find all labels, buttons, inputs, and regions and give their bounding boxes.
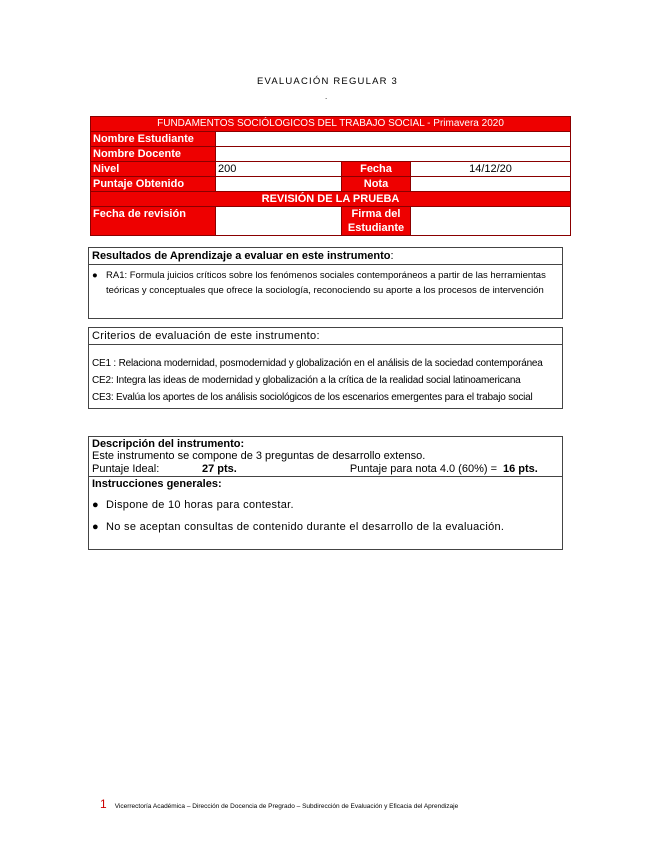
description-heading: Descripción del instrumento: <box>92 438 245 450</box>
bullet-icon: ● <box>92 270 98 281</box>
review-date-field[interactable] <box>216 207 342 236</box>
bullet-icon: ● <box>92 499 99 511</box>
instructions-heading: Instrucciones generales: <box>92 478 222 490</box>
pass-score-label: Puntaje para nota 4.0 (60%) = <box>349 463 497 475</box>
learning-outcomes-title: Resultados de Aprendizaje a evaluar en este instrumento <box>92 250 391 262</box>
list-item <box>89 520 562 534</box>
date-label: Fecha <box>342 162 411 177</box>
teacher-name-label: Nombre Docente <box>91 147 216 162</box>
date-value: 14/12/20 <box>411 162 571 177</box>
ideal-score-label: Puntaje Ideal: <box>92 463 160 475</box>
bullet-icon: ● <box>92 521 99 533</box>
list-item <box>89 265 562 298</box>
teacher-name-field[interactable] <box>216 147 571 162</box>
description-box <box>88 436 563 550</box>
page-footer <box>100 797 458 811</box>
course-header: FUNDAMENTOS SOCIÓLOGICOS DEL TRABAJO SOCIAL - Primavera 2020 <box>91 117 571 132</box>
criterion-3: CE3: Evalúa los aportes de los análisis sociológicos de los escenarios emergentes para el trabajo social <box>92 392 533 403</box>
criteria-box <box>88 327 563 409</box>
grade-label: Nota <box>342 177 411 192</box>
learning-outcomes-colon: : <box>390 250 394 262</box>
student-name-label: Nombre Estudiante <box>91 132 216 147</box>
outcome-text: RA1: Formula juicios críticos sobre los fenómenos sociales contemporáneos a partir de las herramientas teóricas y conceptuales que ofrece la sociología, reconociendo su aporte a los procesos de intervención <box>106 270 546 296</box>
document-title: EVALUACIÓN REGULAR 3 <box>256 76 399 87</box>
review-header: REVISIÓN DE LA PRUEBA <box>91 192 571 207</box>
instruction-text: No se aceptan consultas de contenido durante el desarrollo de la evaluación. <box>106 521 505 533</box>
student-info-table <box>90 116 571 236</box>
student-name-field[interactable] <box>216 132 571 147</box>
grade-field[interactable] <box>411 177 571 192</box>
level-label: Nivel <box>91 162 216 177</box>
score-label: Puntaje Obtenido <box>91 177 216 192</box>
learning-outcomes-heading <box>89 248 562 265</box>
description-text: Este instrumento se compone de 3 preguntas de desarrollo extenso. <box>92 450 426 462</box>
ideal-score-value: 27 pts. <box>202 463 237 475</box>
criterion-1: CE1 : Relaciona modernidad, posmodernidad y globalización en el análisis de la sociedad contemporánea <box>92 358 543 369</box>
score-field[interactable] <box>216 177 342 192</box>
level-value: 200 <box>216 162 342 177</box>
learning-outcomes-box <box>88 247 563 319</box>
signature-field[interactable] <box>411 207 571 236</box>
score-row <box>89 463 562 477</box>
title-dot: . <box>325 92 328 101</box>
criterion-2: CE2: Integra las ideas de modernidad y globalización a la crítica de la realidad social latinoamericana <box>92 375 521 386</box>
criteria-heading: Criterios de evaluación de este instrumento: <box>89 328 562 345</box>
signature-label: Firma del Estudiante <box>342 207 411 236</box>
pass-score-value: 16 pts. <box>503 463 538 475</box>
list-item <box>89 498 562 512</box>
review-date-label: Fecha de revisión <box>91 207 216 236</box>
footer-text: Vicerrectoría Académica – Dirección de Docencia de Pregrado – Subdirección de Evaluación y Eficacia del Aprendizaje <box>114 803 459 810</box>
instruction-text: Dispone de 10 horas para contestar. <box>106 499 294 511</box>
page-number: 1 <box>100 797 107 811</box>
